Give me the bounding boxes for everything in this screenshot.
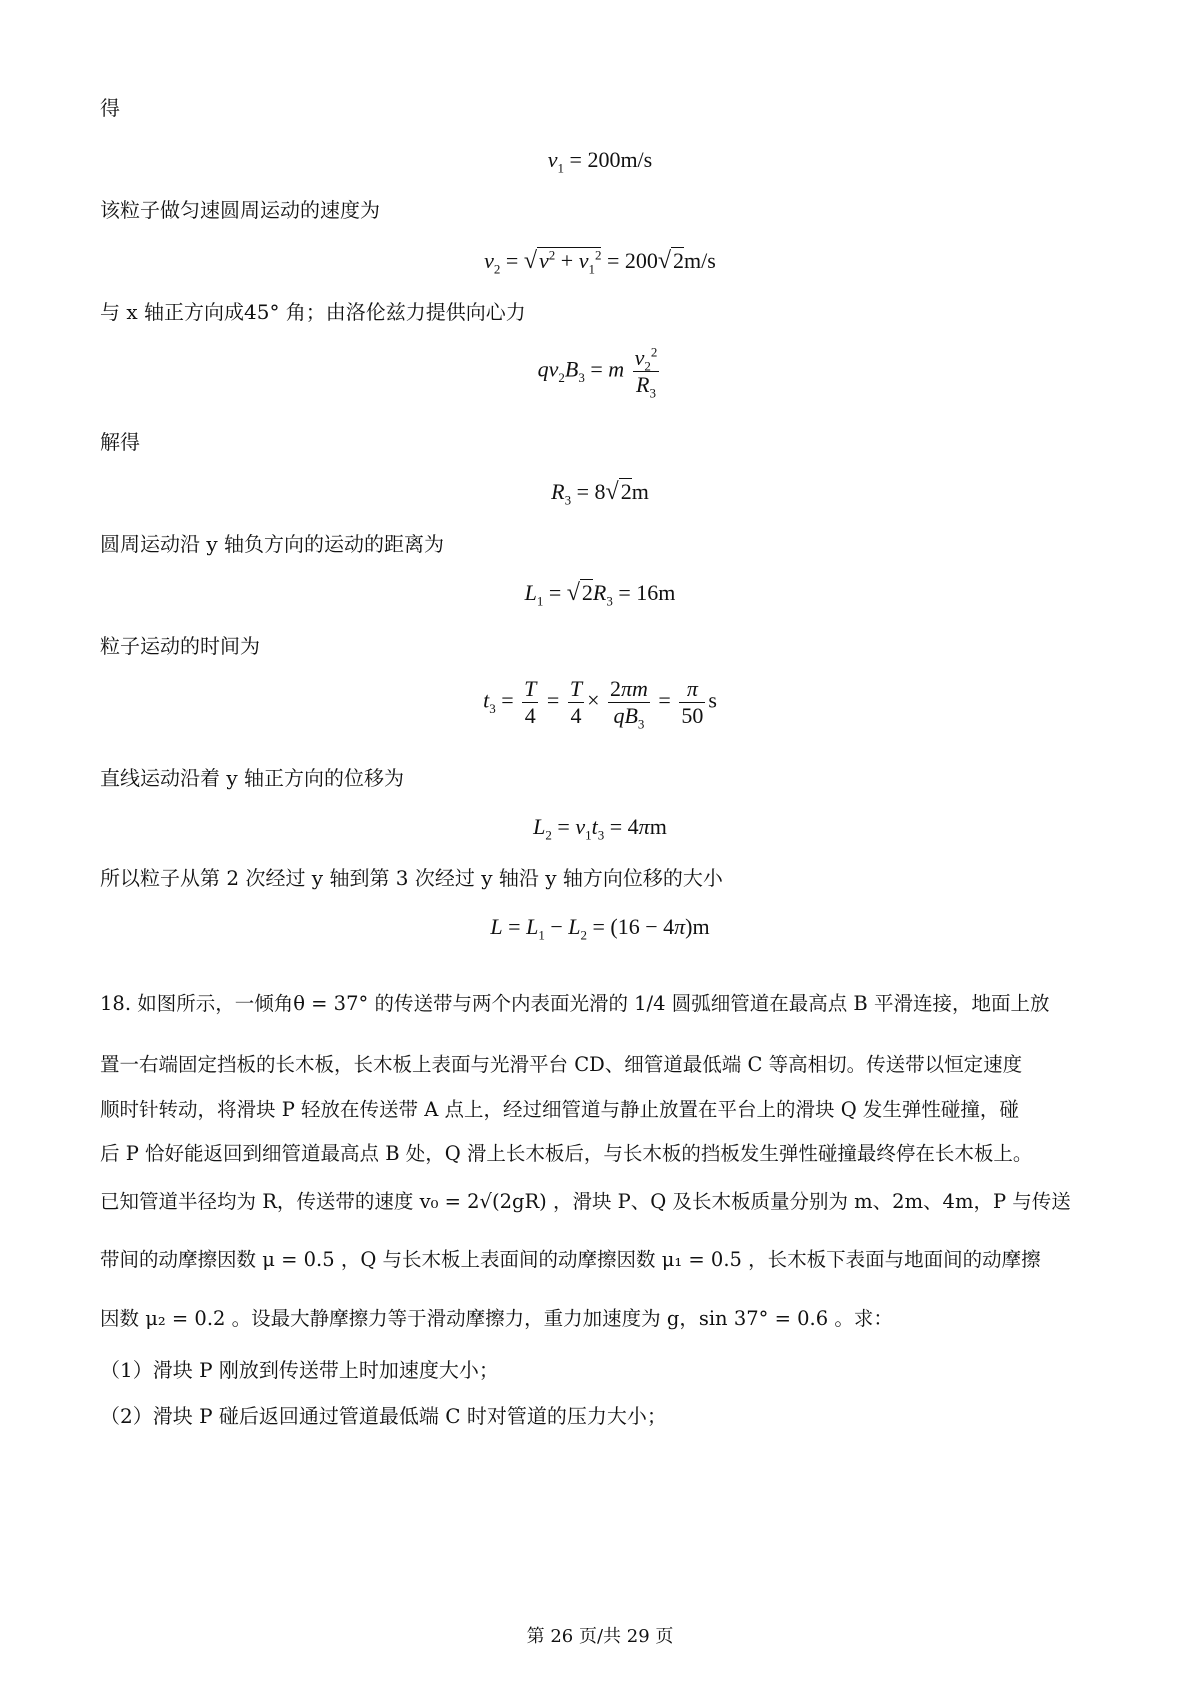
problem18-line6: 带间的动摩擦因数 μ = 0.5 ，Q 与长木板上表面间的动摩擦因数 μ₁ = 0.5 ，长木板下表面与地面间的动摩擦 xyxy=(100,1248,1041,1271)
equation-t3: $t_3$ = $\frac{T}{4}$ = $\frac{T}{4}$ × $\frac{2\pi m}{qB_3}$ = $\frac{\pi}{50}$ s xyxy=(483,676,717,732)
question-1: （1）滑块 P 刚放到传送带上时加速度大小； xyxy=(100,1358,499,1382)
text-speed-intro: 该粒子做匀速圆周运动的速度为 xyxy=(100,198,380,222)
equation-v1: $v_1 = 200m/s$ xyxy=(547,147,653,176)
text-sum: 所以粒子从第 2 次经过 y 轴到第 3 次经过 y 轴沿 y 轴方向位移的大小 xyxy=(100,866,723,890)
equation-l: $L = L_1 - L_2 = (16 - 4\pi)m$ xyxy=(490,914,710,943)
equation-l2: $L_2 = v_1t_3 = 4\pi m$ xyxy=(533,814,667,843)
problem18-line1: 18. 如图所示，一倾角θ = 37° 的传送带与两个内表面光滑的 1/4 圆弧细管道在最高点 B 平滑连接，地面上放 xyxy=(100,992,1050,1015)
equation-l1: $L_1 = √2R_3 = 16m$ xyxy=(524,580,676,609)
text-time: 粒子运动的时间为 xyxy=(100,634,260,658)
problem18-line7: 因数 μ₂ = 0.2 。设最大静摩擦力等于滑动摩擦力，重力加速度为 g，sin 37° = 0.6 。求： xyxy=(100,1307,893,1330)
question-2: （2）滑块 P 碰后返回通过管道最低端 C 时对管道的压力大小； xyxy=(100,1404,667,1428)
page-footer: 第 26 页/共 29 页 xyxy=(526,1626,674,1647)
problem18-line3: 顺时针转动，将滑块 P 轻放在传送带 A 点上，经过细管道与静止放置在平台上的滑块 Q 发生弹性碰撞，碰 xyxy=(100,1098,1019,1121)
problem18-line5: 已知管道半径均为 R，传送带的速度 v₀ = 2√(2gR) ，滑块 P、Q 及长木板质量分别为 m、2m、4m，P 与传送 xyxy=(100,1190,1071,1213)
text-line: 直线运动沿着 y 轴正方向的位移为 xyxy=(100,766,405,790)
equation-lorentz: $qv_2B_3 = m$ $\frac{v_2^2}{R_3}$ xyxy=(537,344,658,401)
problem18-line4: 后 P 恰好能返回到细管道最高点 B 处，Q 滑上长木板后，与长木板的挡板发生弹性碰撞最终停在长木板上。 xyxy=(100,1142,1033,1165)
text-de: 得 xyxy=(100,96,120,120)
text-jiede: 解得 xyxy=(100,430,140,454)
problem18-line2: 置一右端固定挡板的长木板，长木板上表面与光滑平台 CD、细管道最低端 C 等高相切。传送带以恒定速度 xyxy=(100,1053,1023,1076)
equation-r3: $R_3 = 8√2m$ xyxy=(551,479,649,508)
equation-v2: $v_2 = √v^2 + v_1^2 = 200√2m/s$ xyxy=(484,247,716,277)
text-angle: 与 x 轴正方向成45° 角；由洛伦兹力提供向心力 xyxy=(100,300,526,324)
text-ydist: 圆周运动沿 y 轴负方向的运动的距离为 xyxy=(100,532,445,556)
